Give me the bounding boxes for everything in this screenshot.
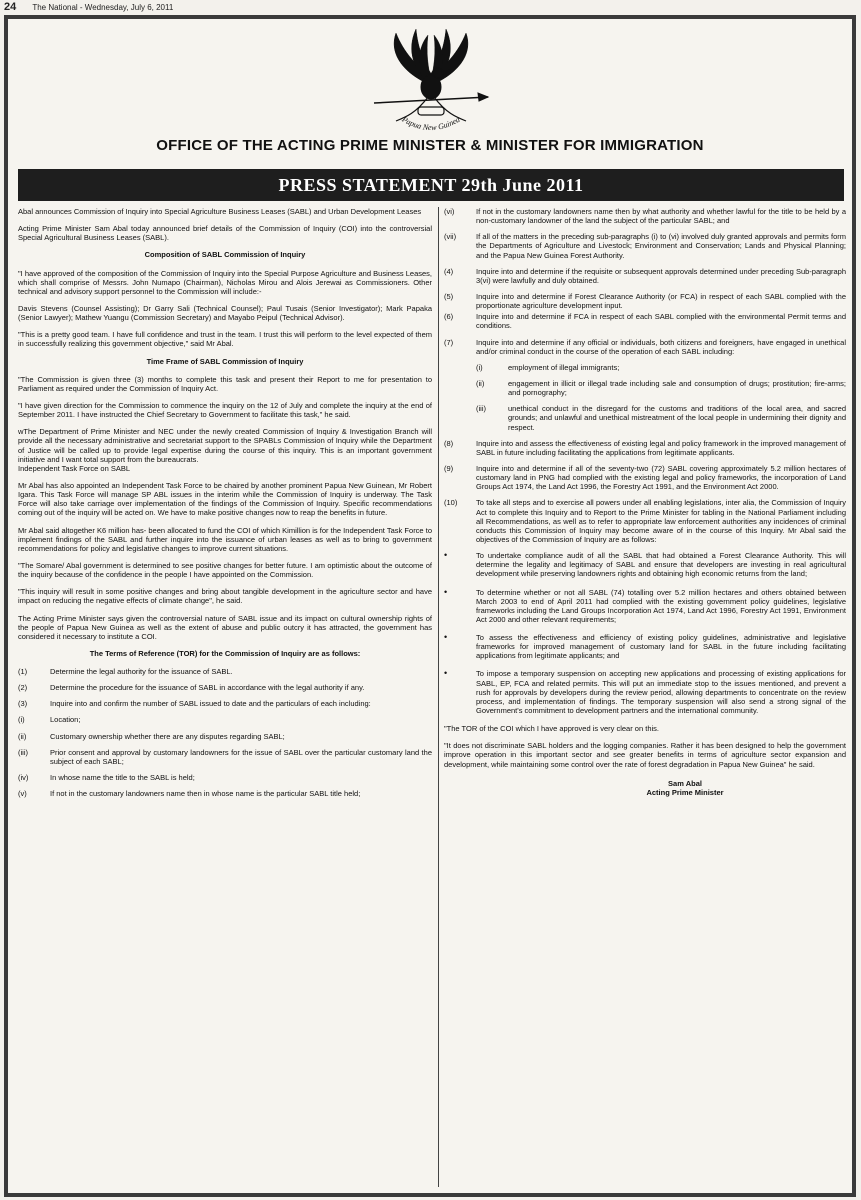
tor-number: (8): [444, 438, 454, 448]
tor-text: Inquire into and confirm the number of SABL issued to date and the particulars of each including:: [50, 699, 371, 709]
press-statement-title: PRESS STATEMENT 29th June 2011: [18, 169, 844, 201]
tor-sub-number: (ii): [476, 378, 485, 388]
tor-sub-number: (iii): [476, 404, 486, 414]
tor-item: [444, 292, 846, 310]
body-paragraph: Davis Stevens (Counsel Assisting); Dr Garry Sali (Technical Counsel); Paul Tusais (Senior Investigator); Mark Papaka (Senior Lawyer); Mathew Yuangu (Commission Secretary) and Mayabo Peipul (Technical Advisor).: [18, 303, 432, 323]
tor-number: (2): [18, 683, 28, 693]
tor-item: [18, 732, 432, 741]
subheading-line: Independent Task Force on SABL: [18, 463, 131, 473]
tor-number: (vi): [444, 207, 455, 216]
section-heading: The Terms of Reference (TOR) for the Commission of Inquiry are as follows:: [89, 648, 361, 658]
tor-text: If all of the matters in the preceding sub-paragraphs (i) to (vi) involved duly granted approvals and permits form the Departments of Agriculture and Livestock; Environment and Conservation; Lands and Physical Planning; and the Papua New Guinea Forest Authority.: [476, 232, 846, 260]
objective-item: [444, 669, 846, 715]
body-paragraph: "I have given direction for the Commission to commence the inquiry on the 12 of July and complete the inquiry at the end of September 2011. I have instructed the Chief Secretary to Government to facilitate this task," he said.: [18, 400, 432, 420]
tor-text: Prior consent and approval by customary landowners for the issue of SABL over the particular customary land the subject of each SABL;: [50, 747, 432, 766]
tor-number: (vii): [444, 232, 457, 242]
tor-number: (3): [18, 699, 28, 709]
body-paragraph: Mr Abal said altogether K6 million has- been allocated to fund the COI of which Kimillion is for the Independent Task Force to implement findings of the SABL and further inquire into the issuance of urban leases as well as to bring to government recommendations for policy and legislative changes to improve current situations.: [18, 525, 432, 553]
tor-text: Inquire into and determine if Forest Clearance Authority (or FCA) in respect of each SABL complied with the proportionate agriculture development input.: [476, 291, 846, 311]
objective-item: [444, 551, 846, 578]
signature-title: Acting Prime Minister: [646, 787, 724, 797]
tor-item: [18, 667, 432, 676]
tor-text: Inquire into and determine if any official or individuals, both citizens and foreigners, have engaged in unethical and/or criminal conduct in the course of the operation of each SABL including:: [476, 337, 846, 356]
masthead-line: The National - Wednesday, July 6, 2011: [32, 3, 174, 12]
closing-paragraph: "It does not discriminate SABL holders and the logging companies. Rather it has been designed to help the government improve operation in this important sector and see greater benefits in terms of agriculture sector expansion and development, while maintaining some control over the rate of forest degradation in Papua New Guinea" he said.: [444, 741, 846, 769]
section-heading: Composition of SABL Commission of Inquiry: [144, 250, 306, 260]
section-heading: Time Frame of SABL Commission of Inquiry: [146, 356, 304, 366]
tor-sub-number: (i): [476, 362, 483, 372]
objective-text: To determine whether or not all SABL (74) totalling over 5.2 million hectares and others obtained between March 2003 to end of April 2011 had complied with the existing government policy guidelines, legislative frameworks including the Land Groups Incorporation Act 1974, Land Act 1996, Forestry Act 1991, Environment Act 2000 and other relevant requirements;: [476, 587, 846, 624]
tor-subitem: [444, 363, 846, 372]
tor-number: (i): [18, 715, 25, 725]
body-paragraph: The Acting Prime Minister says given the controversial nature of SABL issue and its impact on cultural ownership rights of the people of Papua New Guinea as well as the extent of abuse and public outcry it has attracted, the government has considered it necessary to institute a COI.: [18, 613, 432, 641]
tor-text: Customary ownership whether there are any disputes regarding SABL;: [50, 731, 285, 741]
objective-text: To assess the effectiveness and efficiency of existing policy guidelines, administrative and legislative frameworks for improved management of customary land for SABL in the future including facilitating applications from legitimate applicants; and: [476, 633, 846, 661]
bullet-icon: •: [444, 668, 448, 679]
tor-number: (ii): [18, 731, 27, 741]
body-paragraph: "This is a pretty good team. I have full confidence and trust in the team. I trust this will perform to the level expected of them in successfully realizing this government objective," said Mr Abal.: [18, 330, 432, 349]
page-number: 24: [4, 1, 17, 13]
tor-item: [444, 498, 846, 544]
tor-sub-text: engagement in illicit or illegal trade including sale and consumption of drugs; prostitution; fire-arms; and pornography;: [508, 378, 846, 398]
tor-number: (9): [444, 463, 454, 473]
masthead: [0, 0, 861, 15]
tor-number: (1): [18, 667, 28, 677]
tor-number: (iii): [18, 747, 28, 757]
tor-text: If not in the customary landowners name then in whose name is the particular SABL title held;: [50, 789, 361, 799]
tor-subitem: [444, 404, 846, 431]
tor-number: (6): [444, 312, 454, 322]
tor-item: [444, 338, 846, 356]
bullet-icon: •: [444, 550, 448, 561]
tor-text: Inquire into and determine if all of the seventy-two (72) SABL covering approximately 5.2 million hectares of customary land in PNG had complied with the existing legal and policy frameworks, the incorporation of Land Groups Act 1974, the Land Act 1996, the Forestry Act 1991, and the Environment Act 2000.: [476, 463, 846, 492]
tor-text: If not in the customary landowners name then by what authority and whether lawful for the title to be held by a non-customary landowner of the land the subject of the particular SABL; and: [476, 207, 846, 226]
right-column: [444, 207, 846, 1187]
tor-sub-text: employment of illegal immigrants;: [508, 362, 620, 372]
body-paragraph: "I have approved of the composition of the Commission of Inquiry into the Special Purpose Agriculture and Business Leases, which shall comprise of Messrs. John Numapo (Chairman), Nicholas Mirou and Alois Jerewai as Commissioners. Other technical and advisory support personnel to the Commission will include:-: [18, 268, 432, 296]
intro-paragraph: Abal announces Commission of Inquiry into Special Agriculture Business Leases (SABL) and Urban Development Leases: [18, 207, 422, 216]
tor-number: (iv): [18, 773, 29, 783]
tor-item: [18, 699, 432, 708]
bullet-icon: •: [444, 586, 448, 597]
svg-text:Papua New Guinea: [400, 114, 462, 132]
tor-text: Inquire into and determine if the requisite or subsequent approvals determined under preceding Sub-paragraph 3(vi) were lawfully and duly obtained.: [476, 266, 846, 285]
objective-item: [444, 633, 846, 660]
tor-number: (10): [444, 498, 458, 508]
tor-text: Determine the procedure for the issuance of SABL in accordance with the legal authority if any.: [50, 683, 365, 693]
tor-sub-text: unethical conduct in the disregard for the customs and traditions of the local area, and sacred grounds; and unlawful and unethical mistreatment of the local people in undermining their dignity and respect.: [508, 404, 846, 432]
intro-paragraph: Acting Prime Minister Sam Abal today announced brief details of the Commission of Inquiry (COI) into the controversial Special Agricultural Business Leases (SABL).: [18, 224, 432, 243]
tor-item: [18, 789, 432, 798]
bullet-icon: •: [444, 632, 448, 643]
objective-text: To impose a temporary suspension on accepting new applications and processing of existing applications for SABL, EP, FCA and related permits. This will put an immediate stop to the issues mentioned, and prevent a rush for approvals by developers during the review period, allowing departments to concentrate on the review process, and implementation of findings. The temporary suspension will also send a strong signal of the Government's commitment to development partners and the international community.: [476, 669, 846, 716]
body-paragraph: "The Commission is given three (3) months to complete this task and present their Report to me for presentation to Parliament as required under the Commission of Inquiry Act.: [18, 374, 432, 393]
tor-text: Inquire into and assess the effectiveness of existing legal and policy framework in the improved management of SABL in future including facilitating the applications from legitimate applicants.: [476, 438, 846, 457]
tor-number: (7): [444, 337, 454, 347]
tor-item: [444, 439, 846, 457]
tor-item: [444, 267, 846, 285]
objective-text: To undertake compliance audit of all the SABL that had obtained a Forest Clearance Authority. This will determine the legality and legitimacy of SABL and ensure that developers are investing in real agricultural development while preserving landowners rights and obtaining high economic returns from the land;: [476, 551, 846, 579]
tor-item: [444, 207, 846, 225]
tor-text: To take all steps and to exercise all powers under all enabling legislations, inter alia, the Commission of Inquiry Act to complete this Inquiry and to Report to the Prime Minister for tabling in the National Parliament including all Recommendations, as well as to refer to appropriate law enforcement authorities any incidences of criminal conducts this Commission of Inquiry may become aware of in the course of this Inquiry. Mr Abal said the objectives of the Commission of Inquiry are as follows:: [476, 498, 846, 544]
tor-text: Determine the legal authority for the issuance of SABL.: [50, 667, 233, 677]
tor-number: (4): [444, 266, 454, 276]
bird-of-paradise-emblem-icon: [366, 25, 496, 135]
tor-item: [18, 773, 432, 782]
body-paragraph: "The Somare/ Abal government is determined to see positive changes for better future. I am optimistic about the outcome of the inquiry because of the confidence in the people I have appointed on the Commission.: [18, 560, 432, 580]
objective-item: [444, 588, 846, 625]
signature-block: [444, 779, 846, 797]
tor-item: [444, 464, 846, 491]
emblem-label: Papua New Guinea: [400, 114, 462, 133]
advertisement-frame: [4, 15, 856, 1197]
left-column: [18, 207, 432, 1187]
tor-item: [444, 232, 846, 259]
body-paragraph: wThe Department of Prime Minister and NEC under the newly created Commission of Inquiry & Investigation Branch will provide all the necessary administrative and secretariat support to the SPABLs Commission of Inquiry while the Department of Justice will be called up to provide legal expertise during the course of this inquiry. This is an important government initiative and I want total support from the bureaucrats.: [18, 427, 432, 464]
closing-paragraph: "The TOR of the COI which I have approved is very clear on this.: [444, 724, 659, 734]
tor-subitem: [444, 379, 846, 397]
tor-text: Inquire into and determine if FCA in respect of each SABL complied with the environmental Permit terms and conditions.: [476, 312, 846, 331]
tor-text: In whose name the title to the SABL is held;: [50, 773, 195, 783]
body-paragraph: "This inquiry will result in some positive changes and bring about tangible development in the agriculture sector and have impact on reducing the negative effects of climate change", he said.: [18, 587, 432, 606]
tor-text: Location;: [50, 715, 81, 725]
tor-item: [18, 748, 432, 766]
tor-number: (v): [18, 789, 27, 799]
body-paragraph: Mr Abal has also appointed an Independent Task Force to be chaired by another prominent Papua New Guinean, Mr Robert Igara. This Task Force will manage SP ABL issues in the interim while the Commission of Inquiry is underway. The Task Force will also take carriage over implementation of the findings of the Commission of Inquiry. Specific recommendations coming out of the inquiry will be acted on. We have to make positive changes now to reap the benefits in future.: [18, 480, 432, 518]
tor-number: (5): [444, 291, 454, 301]
signature-name: Sam Abal: [668, 778, 702, 788]
column-divider: [438, 207, 439, 1187]
tor-item: [18, 683, 432, 692]
tor-item: [18, 715, 432, 724]
tor-item: [444, 312, 846, 330]
office-title: OFFICE OF THE ACTING PRIME MINISTER & MINISTER FOR IMMIGRATION: [156, 137, 704, 154]
